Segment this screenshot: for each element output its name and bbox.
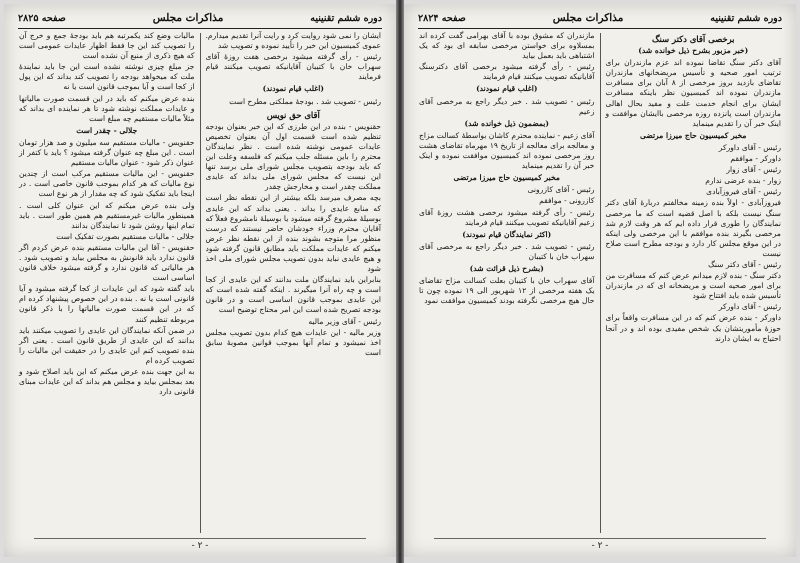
left-session-label: دوره ششم تقنینیه xyxy=(310,12,382,24)
right-page-number: - ۲ - xyxy=(591,541,609,551)
paragraph: رئیس - تصویب شد . خبر دیگر راجع به مرخصی آقای سهراب خان با کتیبان xyxy=(419,241,595,261)
footer-rule xyxy=(434,538,766,539)
paragraph: حقنویس - بنده در این طرزی که این خبر بعنوان بودجه تنظیم شده است قسمت اول آن بعنوان تخصیص عایدات عمومی نوشته شده است . نظر نمایندگان محترم را باین مسئله جلب میکنم که فلسفه وعلت این که باید بودجه بتصویب مجلس شورای ملی برسد تنها این نیست که مجلس شورای ملی بداند که عایدی مملکت چقدر است و مخارجش چقدر xyxy=(205,121,381,192)
paragraph: ایشان را نمی شود روایت کرد و رایت آنرا تقدیم میدارم. عموی کمیسیون این خبر را تأیید نموده و تصویب شد xyxy=(205,31,381,51)
paragraph: رئیس - رأی گرفته میشود برخصی آقای دکترسنگ آقایانیکه تصویب میکنند قیام فرمایند xyxy=(419,62,595,82)
paragraph: حقنویس - مالیات مستقیم سه میلیون و صد هزار تومان است . این مبلغ چه عنوان گرفته میشود ؟ باید با کتفر از عنوان ذکر شود - عنوان مالیات مستقیم xyxy=(19,137,195,168)
paragraph: داورکر - موافقم xyxy=(730,154,781,164)
vote-result: (اکثر نمایندگان قیام نمودند) xyxy=(462,229,552,239)
footer-rule xyxy=(34,538,366,539)
paragraph: رئیس - رأی گرفته میشود برخصی هشت روزهٔ آقای زعیم آقایانیکه تصویب میکنند قیام فرمایند xyxy=(419,207,595,227)
vote-result: (اغلب قیام نمودند) xyxy=(476,84,538,94)
paragraph: رئیس - آقای دکتر سنگ xyxy=(708,259,781,269)
paragraph: رئیس - رأی گرفته میشود برخصی هفت روزهٔ آقای سهراب خان با کتیبان آقایانیکه تصویب میکنند قیام فرمایند xyxy=(205,52,381,82)
paragraph: دکتر سنگ - بنده لازم میدانم عرض کنم که مسافرت من برای امور صحیه است و مریضخانه ای که در مازندران تأسیس شده باید افتتاح شود xyxy=(605,271,781,301)
paragraph: حقنویس - این مالیات مستقیم مرکب است از چندین نوع مالیات که هر کدام بموجب قانون خاصی است . در اینجا باید تفکیک شود که چه مقدار از هر نوع است xyxy=(19,169,195,199)
left-page-title: مذاکرات مجلس xyxy=(152,12,224,24)
paragraph: بنده عرض میکنم که باید در این قسمت صورت مالیاتها و عایدات مملکت نوشته شود تا هر نماینده ای بداند که مثلاً مالیات مستقیم چه مبلغ است xyxy=(19,93,195,123)
paragraph: فیروزآبادی - اولاً بنده زمینه مخالفتم دربارهٔ آقای دکتر سنگ نیست بلکه با اصل قضیه است که ما مرخصی نمایندگان را طوری قرار داده ایم که هر وقت لازم شد مرخصی بگیرند بنده موافقم با این مرخصی ولی اینکه در این موقع مجلس کار دارد و بودجه مطرح است صلاح نیست xyxy=(605,198,781,258)
paragraph: مالیات وضع کند یکمرتبه هم باید بودجهٔ جمع و خرج آن را تصویب کند این جا فقط اظهار عایدات عمومی است که هیچ ذکری از منبع آن نشده است xyxy=(19,31,195,61)
paragraph: در ضمن آنکه نمایندگان این عایدی را تصویب میکنند باید بدانند که این عایدی از طریق قانون است . یعنی اگر بنده تصویب کنم این عایدی را در حقیقت این مالیات را تصویب کرده ام xyxy=(19,325,195,365)
reading-note: (بمضمون ذیل خوانده شد) xyxy=(464,118,549,128)
signature-line: مخبر کمیسیون حاج میرزا مرتضی xyxy=(640,130,747,140)
reading-note: (بشرح ذیل قرائت شد) xyxy=(469,263,544,273)
paragraph: داورکر - بنده عرض کنم که در این مسافرت واقعاً برای حوزهٔ مأموریتشان یک شخص مفیدی بوده اند و در آنجا احتیاج به ایشان دارند xyxy=(605,313,781,343)
left-running-head xyxy=(18,10,382,29)
paragraph: رئیس - آقای کازرونی xyxy=(527,185,595,195)
paragraph: آقای سهراب خان با کتیبان بعلت کسالت مزاج تقاضای یک هفته مرخصی از ۱۲ شهریور الی ۱۹ نموده چون تا حال هیچ مرخصی نگرفته بودند کمیسیون موافقت نمود xyxy=(419,276,595,306)
paragraph: رئیس - آقای فیروزآبادی xyxy=(706,187,781,197)
paragraph: آقای زعیم - نماینده محترم کاشان بواسطهٔ کسالت مزاج و معالجه برای معالجه از تاریخ ۱۹ مهرماه تقاضای هشت روز مرخصی نموده اند کمیسیون موافقت نموده و اینک خبر آن را تقدیم مینماید xyxy=(419,130,595,171)
paragraph: رئیس - تصویب شد . خبر دیگر راجع به مرخصی آقای زعیم xyxy=(419,96,595,116)
reading-note: (خبر مزبور بشرح ذیل خوانده شد) xyxy=(638,46,749,56)
left-page xyxy=(4,4,396,557)
paragraph: ولی بنده عرض میکنم که این عنوان کلی است . همینطور مالیات غیرمستقیم هم همین طور است . باید تمام اینها روشن شود تا نمایندگان بدانند xyxy=(19,200,195,230)
paragraph: مازندران که مشوق بوده با آقای بهرامی گفت کرده اند بمسلاوه برای خواستن مرخصی سابقه ای بود که یک اشتباهی باید بعمل بیاید xyxy=(419,31,595,61)
book-gutter xyxy=(396,0,404,563)
paragraph: جلالی - مالیات مستقیم بصورت تفکیک است xyxy=(56,231,195,241)
speaker-heading: آقای حق نویس xyxy=(266,109,320,120)
left-page-columns xyxy=(14,31,386,535)
right-running-head xyxy=(418,10,782,29)
left-page-right-column xyxy=(201,31,387,535)
right-page-left-column xyxy=(414,31,600,535)
right-page-columns xyxy=(414,31,786,535)
paragraph: بچه مصرف میرسد بلکه بیشتر از این نقطه نظر است که منابع عایدی را بداند . یعنی بداند که این عایدی بوسیلهٔ مشروع گرفته میشود یا بوسیلهٔ نامشروع فعلاً که آقایان محترم وزراء خودشان حاضر نیستند که درست منظور مرا متوجه بشوند بنده از این نقطه نظر عرض میکنم که عایدات مملکت باید مطابق قانون گرفته شود و هیچ عایدی نباید بدون تصویب مجلس شورای ملی اخذ شود xyxy=(205,193,381,274)
right-page-label: صفحه ۲۸۲۴ xyxy=(418,12,466,24)
paragraph: رئیس - تصویب شد . بودجهٔ مملکتی مطرح است xyxy=(229,96,381,106)
paragraph: رئیس - آقای داورکر xyxy=(718,302,781,312)
paragraph: حقنویس - آقا این مالیات مستقیم بنده عرض کردم اگر قانون ندارد باید قانونش به مجلس بیاید و تصویب شود . هر مالیاتی که قانون ندارد و گرفته میشود خلاف قانون اساسی است xyxy=(19,242,195,283)
section-heading: برخصی آقای دکتر سنگ xyxy=(652,34,735,44)
left-page-number: - ۲ - xyxy=(191,541,209,551)
paragraph: جز مبلغ چیزی نوشته نشده است این جا باید نمایندهٔ ملت که میخواهد بودجه را تصویب کند بداند که این پول از کجا است و آیا بموجب قانون است یا نه xyxy=(19,62,195,92)
paragraph: زوار - بنده عرضی ندارم xyxy=(705,176,781,186)
vote-result: (اغلب قیام نمودند) xyxy=(262,84,324,94)
left-page-label: صفحه ۲۸۲۵ xyxy=(18,12,66,24)
paragraph: کازرونی - موافقم xyxy=(539,196,595,206)
right-page xyxy=(404,4,796,557)
paragraph: وزیر مالیه - این عایدات هیچ کدام بدون تصویب مجلس اخذ نمیشود و تمام آنها بموجب قوانین مصوبهٔ سابق است xyxy=(205,327,381,357)
right-session-label: دوره ششم تقنینیه xyxy=(710,12,782,24)
paragraph: آقای دکتر سنگ تقاضا نموده اند عزم مازندران برای ترتیب امور صحیه و تأسیس مریضخانهای مازندران تقاضای بازدید بروز مرخصی از ۸ آبان برای مسافرت مازندران نموده اند کمیسیون نظر باینکه مسافرت ایشان برای انجام خدمت علت و مفید بحال اهالی مازندران است پانزده روزه مرخصی باایشان موافقت و اینک خبر آن را تقدیم مینماید xyxy=(605,58,781,128)
interjection: جلالی - چقدر است xyxy=(76,125,138,135)
right-page-right-column xyxy=(601,31,787,535)
paragraph: بنابراین باید نمایندگان ملت بدانند که این عایدی از کجا است و چه راه آنرا میگیرند . اینکه گفته شده است که این عایدی بموجب قانون اساسی است و در قانون بودجه تصریح شده است این امر محتاج توضیح است xyxy=(205,275,381,315)
signature-line: مخبر کمیسیون حاج میرزا مرتضی xyxy=(453,173,560,183)
paragraph: به این جهت بنده عرض میکنم که این باید اصلاح شود و بعد بمجلس بیاید و مجلس هم بداند که این عایدات مبنای قانونی دارد xyxy=(19,367,195,397)
right-page-title: مذاکرات مجلس xyxy=(552,12,624,24)
paragraph: رئیس - آقای داورکر xyxy=(718,142,781,152)
paragraph: رئیس - آقای وزیر مالیه xyxy=(308,316,381,326)
paragraph: باید گفته شود که این عایدات از کجا گرفته میشود و آیا قانونی است یا نه . بنده در این خصوص پیشنهاد کرده ام که در این قسمت صورت مالیاتها را با ذکر قانون مربوطه تنظیم کنند xyxy=(19,284,195,324)
left-page-left-column xyxy=(14,31,200,535)
paragraph: رئیس - آقای زوار xyxy=(726,165,781,175)
